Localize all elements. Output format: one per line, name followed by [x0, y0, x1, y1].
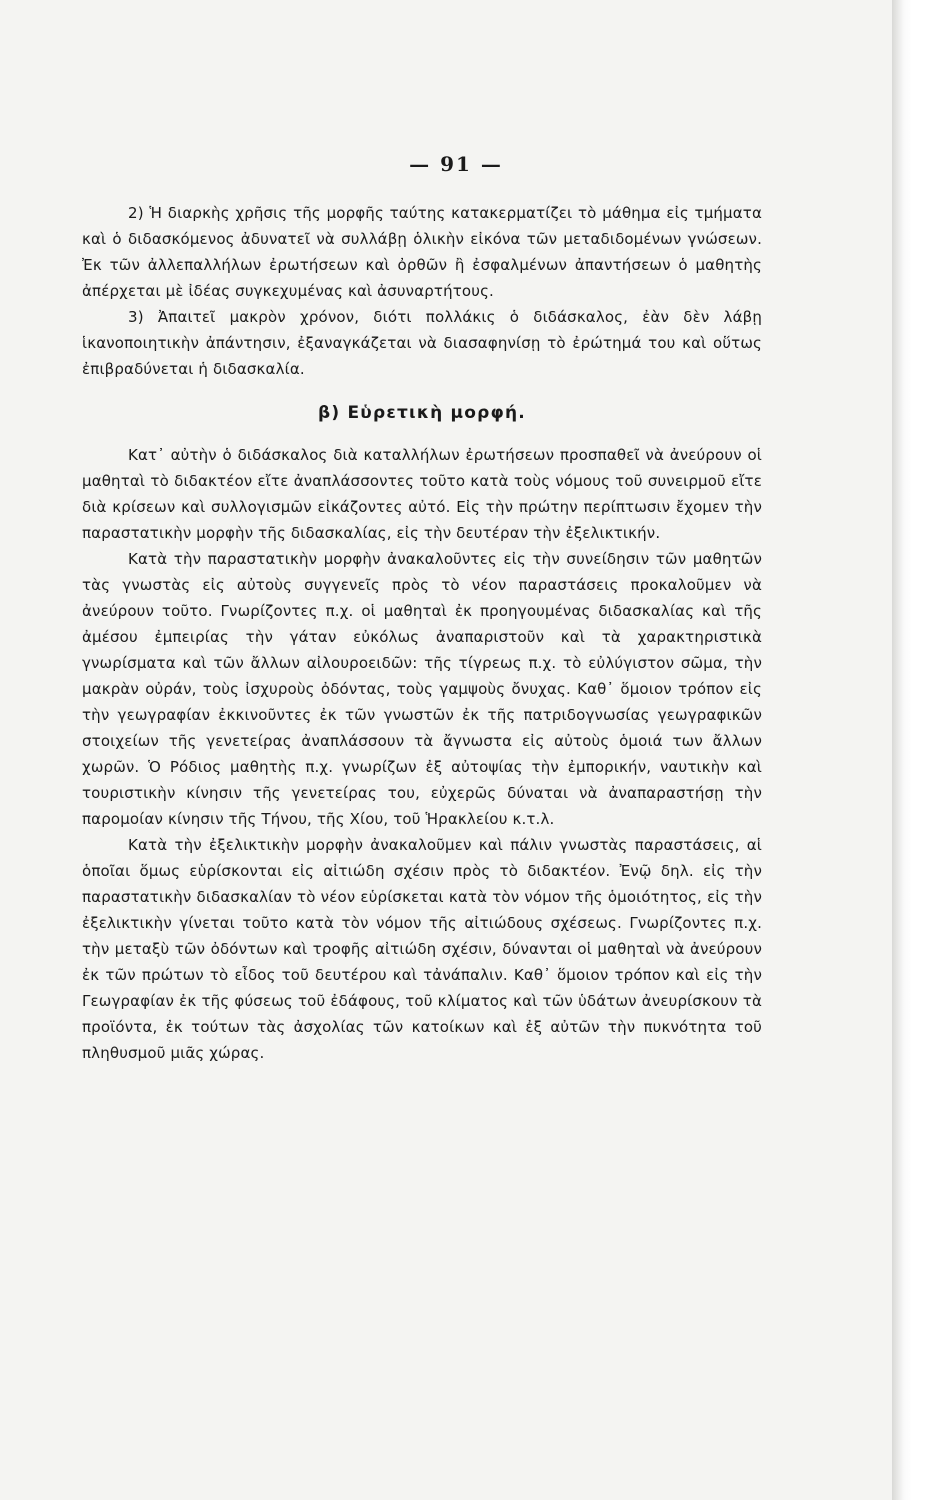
paragraph-point-3: 3) Ἀπαιτεῖ μακρὸν χρόνον, διότι πολλάκις ὁ διδάσκαλος, ἐὰν δὲν λάβῃ ἱκανοποιητικὴν ἀπάντησιν, ἐξαναγκάζεται νὰ διασαφηνίσῃ τὸ ἐρώτημά του καὶ οὕτως ἐπιβραδύνεται ἡ διδασκαλία.: [82, 308, 762, 378]
page-number: — 91 —: [409, 152, 503, 176]
section-heading: β) Εὑρετικὴ μορφή.: [318, 403, 526, 423]
paragraph-definition: Κατ᾽ αὐτὴν ὁ διδάσκαλος διὰ καταλλήλων ἐρωτήσεων προσπαθεῖ νὰ ἀνεύρουν οἱ μαθηταὶ τὸ διδακτέον εἴτε ἀναπλάσσοντες τοῦτο κατὰ τοὺς νόμους τοῦ συνειρμοῦ εἴτε διὰ κρίσεων καὶ συλλογισμῶν εἰκάζοντες αὐτό. Εἰς τὴν πρώτην περίπτωσιν ἔχομεν τὴν παραστατικὴν μορφὴν τῆς διδασκαλίας, εἰς τὴν δευτέραν τὴν ἐξελικτικήν.: [82, 446, 762, 542]
paragraph-developmental-form: Κατὰ τὴν ἐξελικτικὴν μορφὴν ἀνακαλοῦμεν καὶ πάλιν γνωστὰς παραστάσεις, αἱ ὁποῖαι ὅμως εὑρίσκονται εἰς αἰτιώδη σχέσιν πρὸς τὸ διδακτέον. Ἐνῷ δηλ. εἰς τὴν παραστατικὴν διδασκαλίαν τὸ νέον εὑρίσκεται κατὰ τὸν νόμον τῆς ὁμοιότητος, εἰς τὴν ἐξελικτικὴν γίνεται τοῦτο κατὰ τὸν νόμον τῆς αἰτιώδους σχέσεως. Γνωρίζοντες π.χ. τὴν μεταξὺ τῶν ὀδόντων καὶ τροφῆς αἰτιώδη σχέσιν, δύνανται οἱ μαθηταὶ νὰ ἀνεύρουν ἐκ τῶν πρώτων τὸ εἶδος τοῦ δευτέρου καὶ τἀνάπαλιν. Καθ᾽ ὅμοιον τρόπον καὶ εἰς τὴν Γεωγραφίαν ἐκ τῆς φύσεως τοῦ ἐδάφους, τοῦ κλίματος καὶ τῶν ὑδάτων ἀνευρίσκουν τὰ προϊόντα, ἐκ τούτων τὰς ἀσχολίας τῶν κατοίκων καὶ ἐξ αὐτῶν τὴν πυκνότητα τοῦ πληθυσμοῦ μιᾶς χώρας.: [82, 836, 762, 1062]
paragraph-representational-form: Κατὰ τὴν παραστατικὴν μορφὴν ἀνακαλοῦντες εἰς τὴν συνείδησιν τῶν μαθητῶν τὰς γνωστὰς εἰς αὐτοὺς συγγενεῖς πρὸς τὸ νέον παραστάσεις προκαλοῦμεν νὰ ἀνεύρουν τοῦτο. Γνωρίζοντες π.χ. οἱ μαθηταὶ ἐκ προηγουμένας διδασκαλίας καὶ τῆς ἀμέσου ἐμπειρίας τὴν γάταν εὐκόλως ἀναπαριστοῦν καὶ τὰ χαρακτηριστικὰ γνωρίσματα καὶ τῶν ἄλλων αἰλουροειδῶν: τῆς τίγρεως π.χ. τὸ εὐλύγιστον σῶμα, τὴν μακρὰν οὐράν, τοὺς ἰσχυροὺς ὀδόντας, τοὺς γαμψοὺς ὄνυχας. Καθ᾽ ὅμοιον τρόπον εἰς τὴν γεωγραφίαν ἐκκινοῦντες ἐκ τῶν γνωστῶν ἐκ τῆς πατριδογνωσίας γεωγραφικῶν στοιχείων τῆς γενετείρας ἀναπλάσσουν τὰ ἄγνωστα εἰς αὐτοὺς ὁμοιά των ἄλλων χωρῶν. Ὁ Ρόδιος μαθητὴς π.χ. γνωρίζων ἐξ αὐτοψίας τὴν ἐμπορικήν, ναυτικὴν καὶ τουριστικὴν κίνησιν τῆς γενετείρας του, εὐχερῶς δύναται νὰ ἀναπαραστήσῃ τὴν παρομοίαν κίνησιν τῆς Τήνου, τῆς Χίου, τοῦ Ἡρακλείου κ.τ.λ.: [82, 550, 762, 828]
page-edge: [892, 0, 912, 1500]
paragraph-point-2: 2) Ἡ διαρκὴς χρῆσις τῆς μορφῆς ταύτης κατακερματίζει τὸ μάθημα εἰς τμήματα καὶ ὁ διδασκόμενος ἀδυνατεῖ νὰ συλλάβῃ ὁλικὴν εἰκόνα τῶν μεταδιδομένων γνώσεων. Ἐκ τῶν ἀλλεπαλλήλων ἐρωτήσεων καὶ ὀρθῶν ἢ ἐσφαλμένων ἀπαντήσεων ὁ μαθητὴς ἀπέρχεται μὲ ἰδέας συγκεχυμένας καὶ ἀσυναρτήτους.: [82, 204, 762, 300]
body-text: [82, 200, 762, 1066]
